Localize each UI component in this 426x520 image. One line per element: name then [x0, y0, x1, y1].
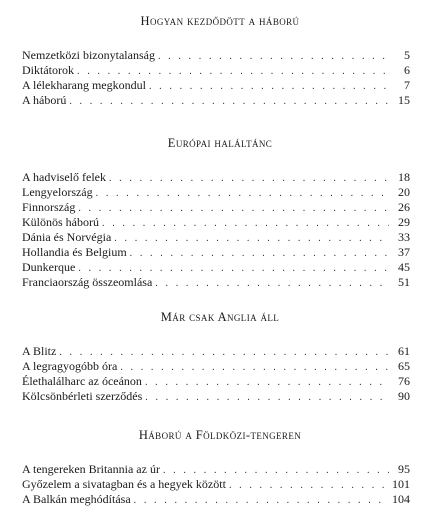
toc-entry-title: Kölcsönbérleti szerződés: [22, 389, 143, 403]
toc-entry-page-number: 20: [398, 185, 410, 199]
dot-leader: [59, 345, 389, 360]
toc-entry: [22, 359, 410, 374]
toc-entry: [22, 230, 410, 245]
toc-section: [22, 136, 410, 290]
toc-entry: [22, 78, 410, 93]
dot-leader: [130, 246, 389, 261]
toc-entry-title: A Blitz: [22, 344, 57, 358]
toc-entry: [22, 275, 410, 290]
dot-leader: [114, 231, 389, 246]
toc-entry-page-number: 5: [404, 48, 410, 62]
toc-entry-title: Különös háború: [22, 215, 99, 229]
dot-leader: [78, 201, 389, 216]
toc-section: [22, 310, 410, 404]
toc-entry-title: Hollandia és Belgium: [22, 245, 127, 259]
section-title: Európai haláltánc: [167, 136, 273, 150]
toc-entry-page-number: 65: [398, 359, 410, 373]
dot-leader: [145, 375, 389, 390]
dot-leader: [155, 276, 389, 291]
dot-leader: [78, 261, 389, 276]
toc-entry-title: A lélekharang megkondul: [22, 78, 146, 92]
toc-entry-page-number: 15: [398, 93, 410, 107]
toc-entry-page-number: 45: [398, 260, 410, 274]
toc-entry-title: Franciaország összeomlása: [22, 275, 153, 289]
toc-entry-page-number: 6: [404, 63, 410, 77]
toc-entry: [22, 260, 410, 275]
toc-entry: [22, 185, 410, 200]
toc-entry: [22, 170, 410, 185]
toc-entry: [22, 477, 410, 492]
toc-entry: [22, 389, 410, 404]
toc-entry: [22, 63, 410, 78]
toc-entry: [22, 462, 410, 477]
dot-leader: [120, 360, 389, 375]
toc-section: [22, 428, 410, 507]
toc-entry-title: A tengereken Britannia az úr: [22, 462, 160, 476]
toc-entry-title: Nemzetközi bizonytalanság: [22, 48, 155, 62]
toc-entry-page-number: 76: [398, 374, 410, 388]
toc-entry-title: A Balkán meghódítása: [22, 492, 131, 506]
toc-entry-title: Finnország: [22, 200, 76, 214]
toc-entry-title: A hadviselő felek: [22, 170, 106, 184]
dot-leader: [109, 171, 389, 186]
toc-entries: [22, 48, 410, 108]
toc-entry: [22, 245, 410, 260]
toc-entry-page-number: 18: [398, 170, 410, 184]
toc-entry: [22, 374, 410, 389]
toc-entries: [22, 462, 410, 507]
toc-entry: [22, 344, 410, 359]
dot-leader: [229, 478, 389, 493]
toc-entry-page-number: 61: [398, 344, 410, 358]
toc-entry-page-number: 104: [392, 492, 410, 506]
dot-leader: [134, 493, 389, 508]
section-title: Háború a Földközi-tengeren: [138, 428, 302, 442]
toc-entry: [22, 48, 410, 63]
toc-entry-title: Diktátorok: [22, 63, 74, 77]
toc-entry-page-number: 101: [392, 477, 410, 491]
toc-entry-page-number: 33: [398, 230, 410, 244]
toc-entry-page-number: 29: [398, 215, 410, 229]
toc-entry-page-number: 26: [398, 200, 410, 214]
toc-entry-title: Győzelem a sivatagban és a hegyek között: [22, 477, 226, 491]
toc-entries: [22, 344, 410, 404]
toc-entry-page-number: 7: [404, 78, 410, 92]
dot-leader: [102, 216, 389, 231]
toc-entry: [22, 93, 410, 108]
dot-leader: [163, 463, 389, 478]
dot-leader: [77, 64, 389, 79]
dot-leader: [149, 79, 389, 94]
toc-entries: [22, 170, 410, 290]
toc-entry-title: A legragyogóbb óra: [22, 359, 118, 373]
toc-entry-title: Élethalálharc az óceánon: [22, 374, 142, 388]
dot-leader: [158, 49, 389, 64]
toc-entry-title: Lengyelország: [22, 185, 93, 199]
dot-leader: [69, 94, 389, 109]
toc-entry-page-number: 37: [398, 245, 410, 259]
toc-entry-page-number: 95: [398, 462, 410, 476]
dot-leader: [96, 186, 389, 201]
toc-section: [22, 14, 410, 108]
toc-entry: [22, 492, 410, 507]
toc-entry-title: Dánia és Norvégia: [22, 230, 112, 244]
toc-entry-title: Dunkerque: [22, 260, 76, 274]
section-title: Hogyan kezdődött a háború: [140, 14, 300, 28]
toc-entry-page-number: 90: [398, 389, 410, 403]
toc-entry-page-number: 51: [398, 275, 410, 289]
toc-entry-title: A háború: [22, 93, 67, 107]
dot-leader: [145, 390, 389, 405]
section-title: Már csak Anglia áll: [160, 310, 280, 324]
toc-entry: [22, 215, 410, 230]
toc-entry: [22, 200, 410, 215]
